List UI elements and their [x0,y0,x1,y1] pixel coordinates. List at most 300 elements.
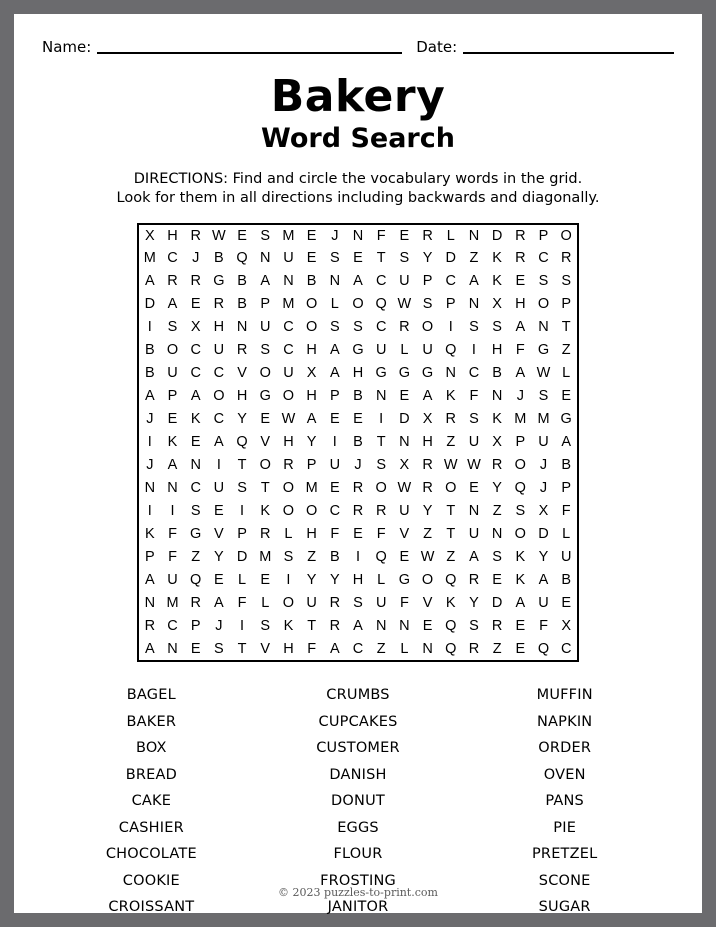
grid-cell[interactable]: J [192,250,200,267]
word-list-item[interactable]: SCONE [538,872,591,889]
word-list-item[interactable]: FROSTING [320,872,396,889]
grid-cell[interactable]: U [306,595,317,612]
grid-cell[interactable]: P [515,434,526,451]
word-list-item[interactable]: BAGEL [126,687,176,703]
grid-cell[interactable]: F [237,595,247,612]
grid-cell[interactable]: R [167,273,178,290]
grid-cell[interactable]: M [305,480,318,497]
grid-cell[interactable]: N [144,595,156,612]
grid-cell[interactable]: M [514,411,527,428]
grid-cell[interactable]: N [399,434,410,451]
grid-cell[interactable]: D [445,250,456,267]
grid-cell[interactable]: R [213,296,225,313]
grid-cell[interactable]: E [515,273,526,290]
grid-cell[interactable]: K [445,595,456,612]
grid-cell[interactable]: P [329,388,340,405]
grid-cell[interactable]: O [560,227,572,244]
grid-cell[interactable]: K [167,434,178,451]
grid-cell[interactable]: F [168,526,177,543]
grid-cell[interactable]: F [561,503,571,520]
grid-cell[interactable]: U [167,365,178,382]
word-list-item[interactable]: BAKER [126,713,177,730]
grid-cell[interactable]: I [332,434,337,451]
grid-cell[interactable]: U [213,342,225,359]
grid-cell[interactable]: S [237,480,247,497]
grid-cell[interactable]: O [421,572,434,589]
word-list-item[interactable]: DONUT [331,793,385,809]
grid-cell[interactable]: Y [306,572,317,589]
grid-cell[interactable]: S [538,273,549,290]
grid-cell[interactable]: Z [423,526,432,543]
grid-cell[interactable]: L [400,342,409,359]
grid-cell[interactable]: R [422,480,433,497]
grid-cell[interactable]: O [537,296,550,313]
grid-cell[interactable]: Y [306,434,317,451]
grid-cell[interactable]: S [538,388,549,405]
grid-cell[interactable]: A [167,296,178,313]
grid-cell[interactable]: L [377,572,386,589]
grid-cell[interactable]: S [353,319,363,336]
grid-cell[interactable]: C [283,319,294,336]
grid-cell[interactable]: K [283,618,294,635]
grid-cell[interactable]: A [422,388,433,405]
grid-cell[interactable]: E [469,480,479,497]
grid-cell[interactable]: K [144,526,155,543]
grid-cell[interactable]: H [283,640,294,657]
grid-cell[interactable]: E [353,526,363,543]
grid-cell[interactable]: N [538,319,549,336]
grid-cell[interactable]: H [491,342,503,359]
grid-cell[interactable]: C [190,480,201,497]
grid-cell[interactable]: Q [375,296,387,313]
name-write-line[interactable] [97,52,402,54]
grid-cell[interactable]: R [329,595,341,612]
grid-cell[interactable]: J [215,618,223,635]
word-list-item[interactable]: PIE [553,819,577,836]
grid-cell[interactable]: L [562,365,571,382]
grid-cell[interactable]: Z [492,640,502,657]
grid-cell[interactable]: V [399,526,410,543]
grid-cell[interactable]: Y [422,503,433,520]
grid-cell[interactable]: F [539,618,548,635]
grid-cell[interactable]: E [353,250,363,267]
grid-cell[interactable]: G [213,273,225,290]
grid-cell[interactable]: U [468,526,480,543]
grid-cell[interactable]: Z [307,549,317,566]
grid-cell[interactable]: K [190,411,201,428]
grid-cell[interactable]: Q [445,572,457,589]
grid-cell[interactable]: U [213,480,225,497]
grid-cell[interactable]: N [491,388,503,405]
grid-cell[interactable]: G [398,365,411,382]
grid-cell[interactable]: F [399,595,409,612]
grid-cell[interactable]: M [537,411,550,428]
grid-cell[interactable]: P [144,549,155,566]
grid-cell[interactable]: W [281,411,296,428]
grid-cell[interactable]: P [167,388,178,405]
grid-cell[interactable]: O [445,480,457,497]
grid-cell[interactable]: S [167,319,178,336]
grid-cell[interactable]: F [330,526,340,543]
grid-cell[interactable]: O [375,480,387,497]
grid-cell[interactable]: F [376,227,386,244]
grid-cell[interactable]: U [283,250,294,267]
grid-cell[interactable]: K [515,549,526,566]
grid-cell[interactable]: A [538,572,549,589]
grid-cell[interactable]: N [422,640,433,657]
grid-cell[interactable]: D [491,227,503,244]
grid-cell[interactable]: X [492,296,502,313]
grid-cell[interactable]: O [282,388,295,405]
grid-cell[interactable]: R [190,273,201,290]
grid-cell[interactable]: S [353,595,363,612]
grid-cell[interactable]: J [539,457,548,474]
grid-cell[interactable]: A [167,457,178,474]
grid-cell[interactable]: D [538,526,549,543]
grid-cell[interactable]: C [167,618,178,635]
grid-cell[interactable]: A [469,273,479,290]
word-list-item[interactable]: OVEN [543,766,586,783]
grid-cell[interactable]: N [445,365,456,382]
grid-cell[interactable]: O [352,296,364,313]
grid-cell[interactable]: K [260,503,271,520]
grid-cell[interactable]: S [515,503,526,520]
word-list-item[interactable]: CUPCAKES [318,713,398,730]
grid-cell[interactable]: A [144,572,155,589]
grid-cell[interactable]: L [284,526,293,543]
grid-cell[interactable]: A [329,342,340,359]
grid-cell[interactable]: A [144,640,155,657]
grid-cell[interactable]: E [214,503,224,520]
grid-cell[interactable]: T [260,480,270,497]
grid-cell[interactable]: S [329,319,340,336]
word-list-item[interactable]: CAKE [131,793,172,809]
grid-cell[interactable]: H [283,434,294,451]
grid-cell[interactable]: N [468,503,480,520]
grid-cell[interactable]: S [422,296,433,313]
grid-cell[interactable]: R [445,411,456,428]
grid-cell[interactable]: K [492,411,502,428]
grid-cell[interactable]: R [190,227,201,244]
word-list-item[interactable]: DANISH [329,766,387,783]
grid-cell[interactable]: A [214,595,224,612]
grid-cell[interactable]: Q [537,640,550,657]
grid-cell[interactable]: C [213,411,225,428]
grid-cell[interactable]: S [190,503,201,520]
word-list-item[interactable]: FLOUR [333,846,383,862]
grid-cell[interactable]: A [515,595,526,612]
grid-cell[interactable]: E [399,227,410,244]
grid-cell[interactable]: R [515,227,526,244]
grid-cell[interactable]: C [167,250,178,267]
grid-cell[interactable]: N [375,618,387,635]
grid-cell[interactable]: Q [445,640,457,657]
grid-cell[interactable]: E [515,640,526,657]
grid-cell[interactable]: U [560,549,572,566]
grid-cell[interactable]: O [166,342,179,359]
grid-cell[interactable]: H [352,572,364,589]
grid-cell[interactable]: V [214,526,224,543]
grid-cell[interactable]: B [492,365,502,382]
grid-cell[interactable]: P [260,296,271,313]
grid-cell[interactable]: H [422,434,433,451]
grid-cell[interactable]: U [422,342,433,359]
grid-cell[interactable]: N [491,526,503,543]
grid-cell[interactable]: F [515,342,525,359]
grid-cell[interactable]: N [375,388,387,405]
grid-cell[interactable]: S [214,640,224,657]
word-list-item[interactable]: JANITOR [327,899,389,915]
grid-cell[interactable]: Q [236,434,248,451]
grid-cell[interactable]: L [261,595,270,612]
grid-cell[interactable]: U [375,595,387,612]
grid-cell[interactable]: X [422,411,433,428]
grid-cell[interactable]: K [445,388,456,405]
grid-cell[interactable]: D [144,296,156,313]
grid-cell[interactable]: R [491,618,503,635]
grid-cell[interactable]: X [538,503,549,520]
grid-cell[interactable]: M [282,296,295,313]
grid-cell[interactable]: O [282,595,295,612]
grid-cell[interactable]: X [492,434,502,451]
grid-cell[interactable]: U [399,273,410,290]
grid-cell[interactable]: R [515,250,526,267]
grid-cell[interactable]: U [167,572,178,589]
grid-cell[interactable]: P [422,273,433,290]
grid-cell[interactable]: R [329,618,341,635]
grid-cell[interactable]: Z [492,503,502,520]
word-list-item[interactable]: CHOCOLATE [105,846,197,862]
grid-cell[interactable]: E [214,572,224,589]
grid-cell[interactable]: B [237,296,247,313]
grid-cell[interactable]: U [283,365,294,382]
grid-cell[interactable]: A [144,388,155,405]
grid-cell[interactable]: N [260,250,271,267]
grid-cell[interactable]: E [306,250,317,267]
grid-cell[interactable]: I [286,572,291,589]
grid-cell[interactable]: W [443,457,458,474]
grid-cell[interactable]: Y [214,549,224,566]
grid-cell[interactable]: Z [376,640,386,657]
grid-cell[interactable]: N [352,227,364,244]
grid-cell[interactable]: E [399,549,410,566]
grid-cell[interactable]: Z [446,549,456,566]
grid-cell[interactable]: E [329,411,340,428]
grid-cell[interactable]: I [147,434,152,451]
grid-cell[interactable]: T [376,434,386,451]
grid-cell[interactable]: O [305,296,318,313]
grid-cell[interactable]: W [536,365,551,382]
grid-cell[interactable]: X [561,618,572,635]
grid-cell[interactable]: N [190,457,201,474]
grid-cell[interactable]: C [190,365,201,382]
grid-cell[interactable]: L [562,526,571,543]
grid-cell[interactable]: N [167,480,178,497]
grid-cell[interactable]: A [469,549,479,566]
grid-cell[interactable]: G [537,342,550,359]
grid-cell[interactable]: K [492,273,502,290]
grid-cell[interactable]: Z [469,250,479,267]
grid-cell[interactable]: U [260,319,271,336]
grid-cell[interactable]: J [539,480,548,497]
grid-cell[interactable]: O [259,457,271,474]
grid-cell[interactable]: R [560,250,572,267]
grid-cell[interactable]: D [399,411,410,428]
grid-cell[interactable]: X [399,457,410,474]
grid-cell[interactable]: O [514,457,526,474]
word-list-item[interactable]: BOX [135,740,167,756]
word-list-item[interactable]: CROISSANT [108,899,195,915]
grid-cell[interactable]: Y [469,595,479,612]
grid-cell[interactable]: Q [445,342,457,359]
grid-cell[interactable]: R [399,319,410,336]
word-list-item[interactable]: SUGAR [538,899,591,915]
grid-cell[interactable]: N [399,618,410,635]
grid-cell[interactable]: S [260,342,271,359]
grid-cell[interactable]: N [167,640,178,657]
grid-cell[interactable]: L [330,296,339,313]
grid-cell[interactable]: R [236,342,248,359]
grid-cell[interactable]: E [329,480,340,497]
grid-cell[interactable]: B [561,572,572,589]
grid-cell[interactable]: J [146,457,154,474]
grid-cell[interactable]: G [398,572,411,589]
grid-cell[interactable]: F [307,640,317,657]
grid-cell[interactable]: T [376,250,386,267]
grid-cell[interactable]: M [282,227,295,244]
grid-cell[interactable]: Q [514,480,526,497]
grid-cell[interactable]: E [260,411,271,428]
grid-cell[interactable]: S [260,618,271,635]
grid-cell[interactable]: H [306,342,317,359]
grid-cell[interactable]: E [561,595,572,612]
grid-cell[interactable]: I [240,503,245,520]
grid-cell[interactable]: Y [237,411,247,428]
grid-cell[interactable]: A [515,319,526,336]
grid-cell[interactable]: O [282,503,295,520]
grid-cell[interactable]: E [237,227,247,244]
grid-cell[interactable]: B [306,273,317,290]
grid-cell[interactable]: U [375,342,387,359]
grid-cell[interactable]: G [259,388,271,405]
grid-cell[interactable]: W [467,457,481,474]
grid-cell[interactable]: J [331,227,339,244]
grid-cell[interactable]: L [238,572,247,589]
grid-cell[interactable]: S [283,549,294,566]
grid-cell[interactable]: A [260,273,271,290]
grid-cell[interactable]: C [283,342,294,359]
grid-cell[interactable]: W [212,227,226,244]
grid-cell[interactable]: A [190,388,201,405]
word-list-item[interactable]: MUFFIN [536,687,593,703]
grid-cell[interactable]: N [236,319,248,336]
grid-cell[interactable]: P [561,296,572,313]
grid-cell[interactable]: E [190,434,201,451]
grid-cell[interactable]: O [514,526,526,543]
grid-cell[interactable]: H [352,365,364,382]
grid-cell[interactable]: P [561,480,572,497]
grid-cell[interactable]: T [446,526,456,543]
grid-cell[interactable]: I [240,618,245,635]
grid-cell[interactable]: N [283,273,294,290]
grid-cell[interactable]: S [260,227,271,244]
grid-cell[interactable]: B [144,342,155,359]
grid-cell[interactable]: O [305,319,318,336]
grid-cell[interactable]: Z [561,342,571,359]
grid-cell[interactable]: G [352,342,364,359]
word-list-item[interactable]: CRUMBS [326,687,390,703]
grid-cell[interactable]: B [214,250,224,267]
grid-cell[interactable]: X [190,319,201,336]
grid-cell[interactable]: T [561,319,571,336]
grid-cell[interactable]: H [306,526,317,543]
grid-cell[interactable]: M [143,250,156,267]
grid-cell[interactable]: R [283,457,294,474]
grid-cell[interactable]: E [492,572,502,589]
grid-cell[interactable]: E [190,640,201,657]
grid-cell[interactable]: F [469,388,479,405]
grid-cell[interactable]: W [397,480,412,497]
grid-cell[interactable]: A [214,434,224,451]
grid-cell[interactable]: I [147,503,152,520]
grid-cell[interactable]: S [492,549,502,566]
grid-cell[interactable]: L [446,227,455,244]
grid-cell[interactable]: U [538,595,549,612]
grid-cell[interactable]: P [237,526,247,543]
grid-cell[interactable]: E [306,227,317,244]
grid-cell[interactable]: C [560,640,572,657]
grid-cell[interactable]: Y [492,480,502,497]
grid-cell[interactable]: V [260,434,271,451]
word-list-item[interactable]: CASHIER [118,819,184,836]
word-list-item[interactable]: ORDER [538,740,592,756]
grid-cell[interactable]: S [469,411,479,428]
grid-cell[interactable]: R [422,457,433,474]
grid-cell[interactable]: J [516,388,524,405]
grid-cell[interactable]: N [468,296,480,313]
grid-cell[interactable]: N [144,480,156,497]
grid-cell[interactable]: J [146,411,154,428]
grid-cell[interactable]: W [397,296,412,313]
grid-cell[interactable]: E [190,296,201,313]
grid-cell[interactable]: N [329,273,341,290]
grid-cell[interactable]: G [190,526,202,543]
word-list-item[interactable]: COOKIE [122,872,180,889]
grid-cell[interactable]: S [561,273,572,290]
grid-cell[interactable]: F [376,526,386,543]
grid-cell[interactable]: E [167,411,178,428]
grid-cell[interactable]: C [468,365,480,382]
grid-cell[interactable]: C [329,503,341,520]
grid-cell[interactable]: N [468,227,480,244]
grid-cell[interactable]: B [237,273,247,290]
word-list-item[interactable]: BREAD [125,766,177,783]
word-list-item[interactable]: CUSTOMER [316,740,400,756]
grid-cell[interactable]: U [538,434,549,451]
date-write-line[interactable] [463,52,674,54]
grid-cell[interactable]: A [329,365,340,382]
grid-cell[interactable]: I [448,319,453,336]
grid-cell[interactable]: C [375,273,387,290]
grid-cell[interactable]: O [213,388,225,405]
grid-cell[interactable]: Z [191,549,201,566]
grid-cell[interactable]: R [491,457,503,474]
grid-cell[interactable]: S [329,250,340,267]
grid-cell[interactable]: C [375,319,387,336]
grid-cell[interactable]: W [420,549,435,566]
grid-cell[interactable]: V [237,365,247,382]
grid-cell[interactable]: I [147,319,152,336]
